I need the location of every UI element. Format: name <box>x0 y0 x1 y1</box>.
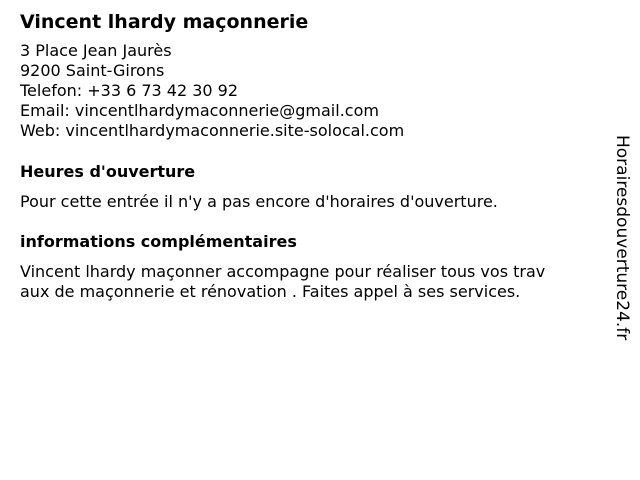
address-street: 3 Place Jean Jaurès <box>20 41 172 60</box>
email-line: Email: vincentlhardymaconnerie@gmail.com <box>20 101 379 120</box>
additional-info-line-2: aux de maçonnerie et rénovation . Faites appel à ses services. <box>20 282 521 301</box>
address-city: 9200 Saint-Girons <box>20 61 165 80</box>
additional-info-line-1: Vincent lhardy maçonner accompagne pour réaliser tous vos trav <box>20 262 546 281</box>
website-line: Web: vincentlhardymaconnerie.site-solocal.com <box>20 121 405 140</box>
site-watermark <box>610 135 634 345</box>
phone-line: Telefon: +33 6 73 42 30 92 <box>20 81 239 100</box>
watermark-text: Horairesdouverture24.fr <box>612 135 632 341</box>
additional-info-heading: informations complémentaires <box>20 232 297 251</box>
opening-hours-text: Pour cette entrée il n'y a pas encore d'horaires d'ouverture. <box>20 192 498 211</box>
opening-hours-heading: Heures d'ouverture <box>20 162 196 181</box>
business-name: Vincent lhardy maçonnerie <box>20 11 309 33</box>
business-card <box>20 9 600 302</box>
